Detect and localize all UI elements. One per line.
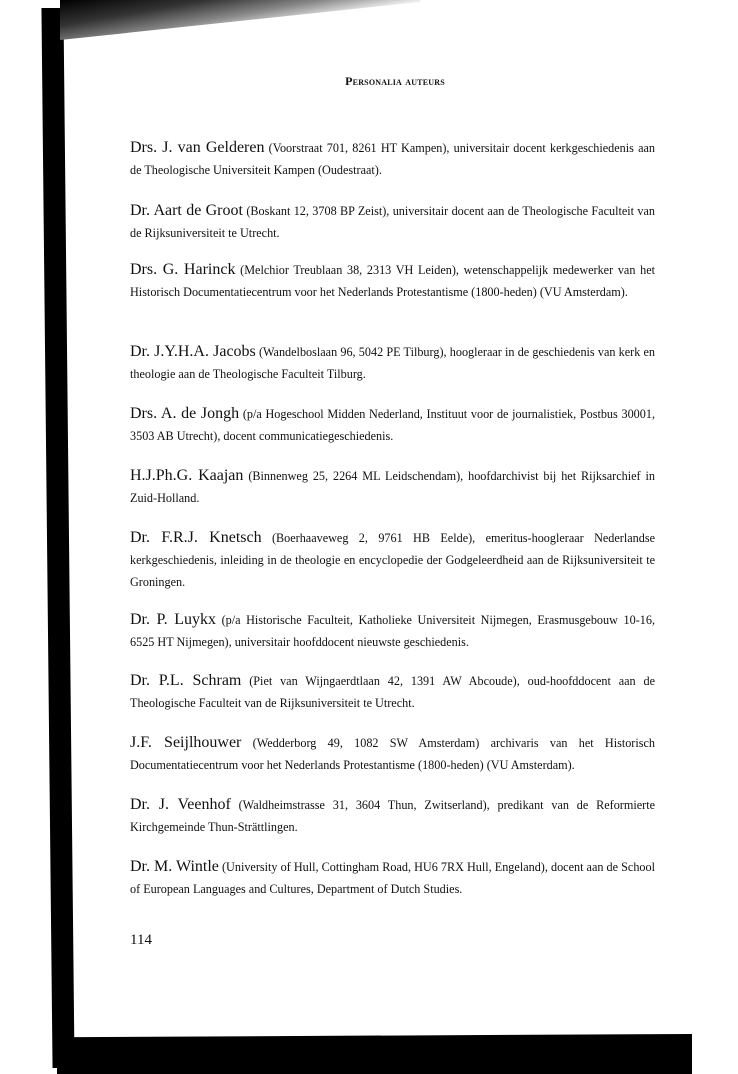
author-name: Dr. F.R.J. Knetsch — [130, 529, 262, 546]
author-name: Dr. M. Wintle — [130, 858, 219, 875]
author-name: Dr. J. Veenhof — [130, 796, 231, 813]
author-name: Drs. J. van Gelderen — [130, 139, 265, 156]
page-number: 114 — [130, 932, 152, 948]
author-description: (p/a Historische Faculteit, Katholieke Universiteit Nijmegen, Erasmusgebouw 10-16, 6525 HT Nijmegen), universitair hoofddocent nieuwste geschiedenis. — [130, 613, 655, 649]
author-description: (Wandelboslaan 96, 5042 PE Tilburg), hoogleraar in de geschiedenis van kerk en theologie aan de Theologische Faculteit Tilburg. — [130, 345, 656, 381]
author-name: H.J.Ph.G. Kaajan — [130, 467, 244, 484]
author-name: Dr. J.Y.H.A. Jacobs — [130, 343, 256, 360]
author-entry — [130, 609, 655, 653]
author-description: (Wedderborg 49, 1082 SW Amsterdam) archivaris van het Historisch Documentatiecentrum voor het Nederlands Protestantisme (1800-heden) (VU Amsterdam). — [130, 736, 655, 772]
page-title: Personalia auteurs — [345, 74, 445, 88]
author-entry — [130, 403, 655, 447]
author-name: Dr. P. Luykx — [130, 611, 216, 628]
author-entry — [130, 465, 655, 509]
author-entry — [130, 856, 655, 900]
scan-bottom-border — [57, 1034, 692, 1074]
author-description: (University of Hull, Cottingham Road, HU6 7RX Hull, Engeland), docent aan de School of European Languages and Cultures, Department of Dutch Studies. — [130, 860, 655, 896]
author-name: Drs. A. de Jongh — [130, 405, 240, 422]
author-description: (Boerhaaveweg 2, 9761 HB Eelde), emeritus-hoogleraar Nederlandse kerkgeschiedenis, inleiding in de theologie en encyclopedie der Godgeleerdheid aan de Rijksuniversiteit te Groningen. — [130, 531, 655, 589]
author-description: (p/a Hogeschool Midden Nederland, Instituut voor de journalistiek, Postbus 30001, 3503 AB Utrecht), docent communicatiegeschiedenis. — [130, 407, 655, 443]
author-description: (Voorstraat 701, 8261 HT Kampen), universitair docent kerkgeschiedenis aan de Theologische Universiteit Kampen (Oudestraat). — [130, 141, 655, 177]
author-entry — [130, 732, 655, 776]
author-name: Drs. G. Harinck — [130, 261, 236, 278]
author-description: (Binnenweg 25, 2264 ML Leidschendam), hoofdarchivist bij het Rijksarchief in Zuid-Holland. — [130, 469, 655, 505]
author-name: J.F. Seijlhouwer — [130, 734, 242, 751]
author-name: Dr. Aart de Groot — [130, 202, 243, 219]
scan-left-border — [41, 8, 74, 1068]
author-entry — [130, 341, 655, 385]
author-name: Dr. P.L. Schram — [130, 672, 242, 689]
author-entry — [130, 527, 655, 593]
author-entry — [130, 259, 655, 303]
author-entry — [130, 200, 655, 244]
scan-top-shadow — [60, 0, 420, 40]
author-description: (Melchior Treublaan 38, 2313 VH Leiden), wetenschappelijk medewerker van het Historisch Documentatiecentrum voor het Nederlands Protestantisme (1800-heden) (VU Amsterdam). — [130, 263, 655, 299]
author-entry — [130, 670, 655, 714]
author-entry — [130, 794, 655, 838]
author-description: (Piet van Wijngaerdtlaan 42, 1391 AW Abcoude), oud-hoofddocent aan de Theologische Faculteit van de Rijksuniversiteit te Utrecht. — [130, 674, 655, 710]
author-entry — [130, 137, 655, 181]
author-description: (Waldheimstrasse 31, 3604 Thun, Zwitserland), predikant van de Reformierte Kirchgemeinde Thun-Strättlingen. — [130, 798, 655, 834]
author-description: (Boskant 12, 3708 BP Zeist), universitair docent aan de Theologische Faculteit van de Rijksuniversiteit te Utrecht. — [130, 204, 655, 240]
